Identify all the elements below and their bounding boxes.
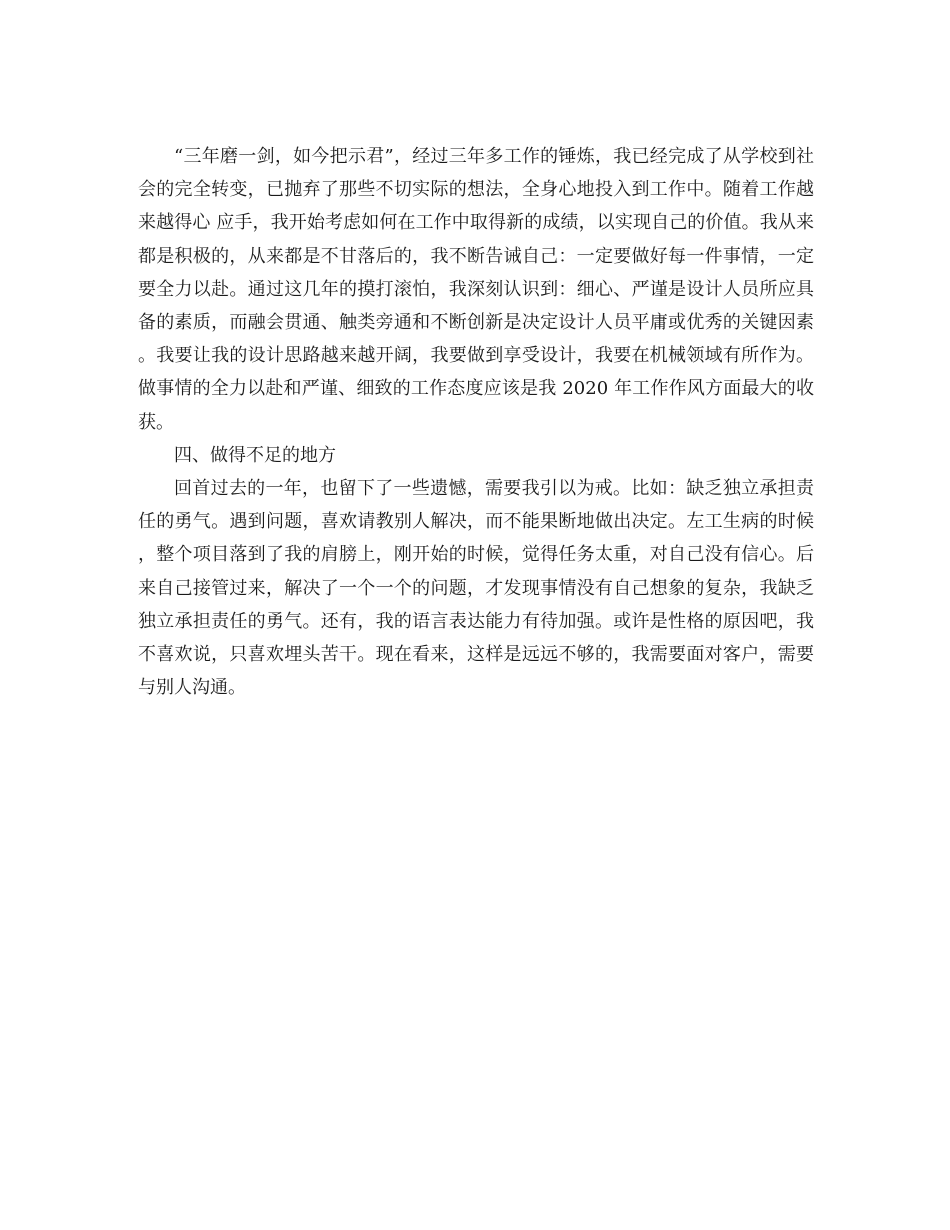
section-paragraph: 回首过去的一年，也留下了一些遗憾，需要我引以为戒。比如：缺乏独立承担责任的勇气。遇到问题，喜欢请教别人解决，而不能果断地做出决定。左工生病的时候，整个项目落到了我的肩膀上，刚开始的时候，觉得任务太重，对自己没有信心。后来自己接管过来，解决了一个一个的问题，才发现事情没有自己想象的复杂，我缺乏独立承担责任的勇气。还有，我的语言表达能力有待加强。或许是性格的原因吧，我不喜欢说，只喜欢埋头苦干。现在看来，这样是远远不够的，我需要面对客户，需要与别人沟通。 bbox=[138, 478, 814, 699]
section-heading: 四、做得不足的地方 bbox=[174, 444, 336, 466]
body-paragraph: “三年磨一剑，如今把示君”，经过三年多工作的锤炼，我已经完成了从学校到社会的完全转变，已抛弃了那些不切实际的想法，全身心地投入到工作中。随着工作越来越得心 应手，我开始考虑如何在工作中取得新的成绩，以实现自己的价值。我从来都是积极的，从来都是不甘落后的，我不断告诫自己：一定要做好每一件事情，一定要全力以赴。通过这几年的摸打滚怕，我深刻认识到：细心、严谨是设计人员所应具备的素质，而融会贯通、触类旁通和不断创新是决定设计人员平庸或优秀的关键因素。我要让我的设计思路越来越开阔，我要做到享受设计，我要在机械领域有所作为。做事情的全力以赴和严谨、细致的工作态度应该是我 2020 年工作作风方面最大的收获。 bbox=[138, 146, 814, 433]
document-body bbox=[138, 140, 814, 704]
